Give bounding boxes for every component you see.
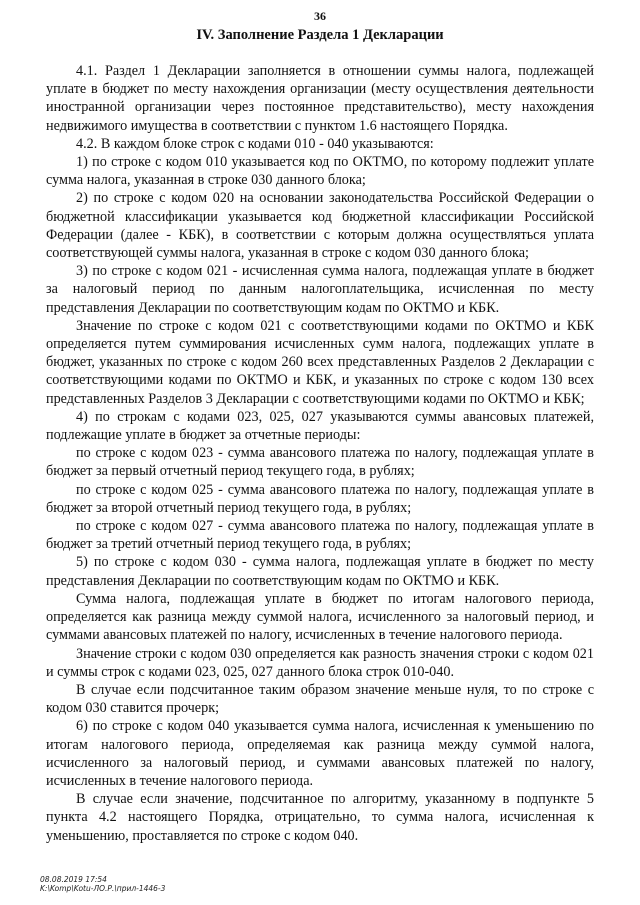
paragraph-line-030-value: Значение строки с кодом 030 определяется как разность значения строки с кодом 021 и суммы строк с кодами 023, 025, 027 данного блока строк 010-040. <box>46 645 594 680</box>
footer-file-path: K:\Komp\Kotu-ЛО.Р.\прил-1446-3 <box>40 884 166 893</box>
page-number: 36 <box>314 9 326 23</box>
paragraph-line-027: по строке с кодом 027 - сумма авансового платежа по налогу, подлежащая уплате в бюджет за третий отчетный период текущего года, в рублях; <box>46 518 594 553</box>
paragraph-item-1: 1) по строке с кодом 010 указывается код по ОКТМО, по которому подлежит уплате сумма налога, указанная в строке 030 данного блока; <box>46 154 594 189</box>
document-footer <box>40 875 165 893</box>
paragraph-negative-case: В случае если подсчитанное таким образом значение меньше нуля, то по строке с кодом 030 ставится прочерк; <box>46 681 594 717</box>
paragraph-negative-value: В случае если значение, подсчитанное по алгоритму, указанному в подпункте 5 пункта 4.2 настоящего Порядка, отрицательно, то сумма налога, исчисленная к уменьшению, проставляется по строке с кодом 040. <box>46 791 594 844</box>
paragraph-line-023: по строке с кодом 023 - сумма авансового платежа по налогу, подлежащая уплате в бюджет за первый отчетный период текущего года, в рублях; <box>46 445 594 480</box>
document-body <box>46 56 594 845</box>
paragraph-4-1: 4.1. Раздел 1 Декларации заполняется в отношении суммы налога, подлежащей уплате в бюджет по месту нахождения организации (месту осуществления деятельности иностранной организации через постоянное представительство), месту нахождения недвижимого имущества в соответствии с пунктом 1.6 настоящего Порядка. <box>46 63 594 134</box>
paragraph-4-2: 4.2. В каждом блоке строк с кодами 010 - 040 указываются: <box>76 135 434 152</box>
paragraph-item-2: 2) по строке с кодом 020 на основании законодательства Российской Федерации о бюджетной классификации указывается код бюджетной классификации Российской Федерации (далее - КБК), в соответствии с которым должна осуществляться уплата соответствующей суммы налога, указанная в строке с кодом 030 данного блока; <box>46 190 594 262</box>
footer-timestamp: 08.08.2019 17:54 <box>40 875 107 884</box>
section-title: IV. Заполнение Раздела 1 Декларации <box>196 27 444 43</box>
paragraph-item-3: 3) по строке с кодом 021 - исчисленная сумма налога, подлежащая уплате в бюджет за налоговый период по данным налогоплательщика, исчисленная по месту представления Декларации по соответствующим кодам по ОКТМО и КБК. <box>46 263 594 316</box>
paragraph-line-021-value: Значение по строке с кодом 021 с соответствующими кодами по ОКТМО и КБК определяется путем суммирования исчисленных сумм налога, подлежащих уплате в бюджет, указанных по строке с кодом 260 всех представленных Разделов 2 Декларации с соответствующими кодами по ОКТМО и КБК, и указанных по строке с кодом 130 всех представленных Разделов 3 Декларации с соответствующими кодами по ОКТМО и КБК; <box>46 317 594 407</box>
paragraph-item-5: 5) по строке с кодом 030 - сумма налога, подлежащая уплате в бюджет по месту представления Декларации по соответствующим кодам по ОКТМО и КБК. <box>46 554 594 589</box>
paragraph-line-025: по строке с кодом 025 - сумма авансового платежа по налогу, подлежащая уплате в бюджет за второй отчетный период текущего года, в рублях; <box>46 481 594 516</box>
paragraph-item-6: 6) по строке с кодом 040 указывается сумма налога, исчисленная к уменьшению по итогам налогового периода, определяемая как разница между суммой налога, исчисленного за налоговый период, и суммами авансовых платежей по налогу, исчисленных в течение налогового периода. <box>46 718 594 789</box>
paragraph-tax-amount: Сумма налога, подлежащая уплате в бюджет по итогам налогового периода, определяется как разница между суммой налога, исчисленного за налоговый период, и суммами авансовых платежей по налогу, исчисленных в течение налогового периода. <box>46 590 594 644</box>
paragraph-item-4: 4) по строкам с кодами 023, 025, 027 указываются суммы авансовых платежей, подлежащие уплате в бюджет за отчетные периоды: <box>46 408 594 444</box>
